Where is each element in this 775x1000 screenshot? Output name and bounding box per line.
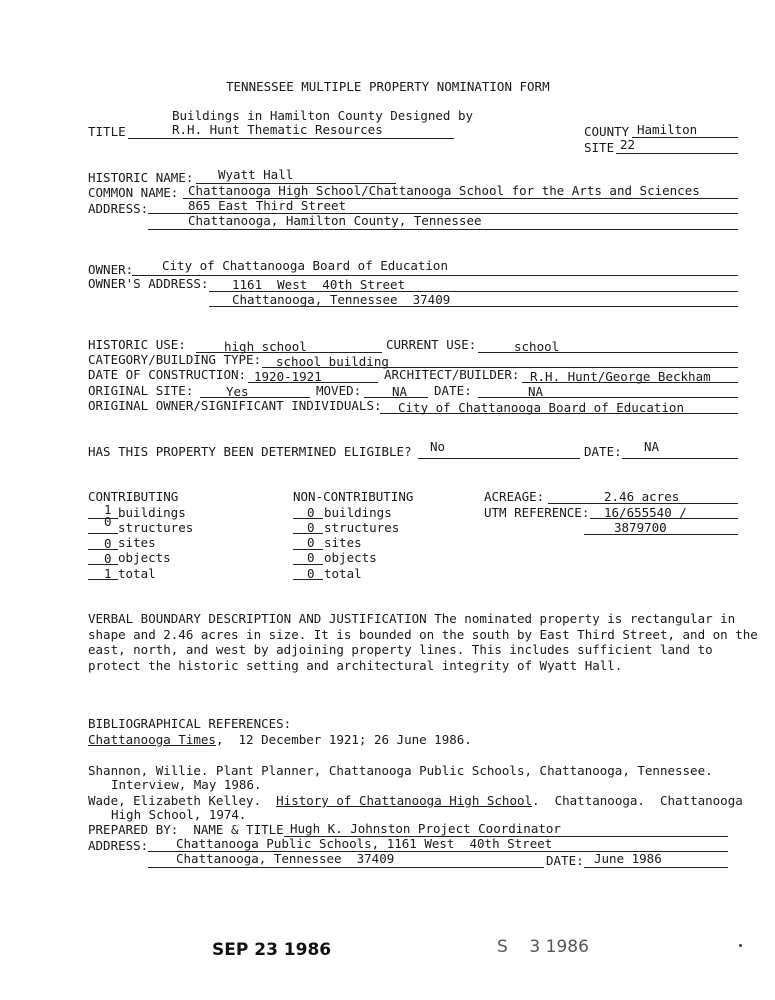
biblio-label: BIBLIOGRAPHICAL REFERENCES: <box>88 716 292 731</box>
reference-3-author: Wade, Elizabeth Kelley. <box>88 793 277 808</box>
common-name-value: Chattanooga High School/Chattanooga School for the Arts and Sciences <box>188 183 700 198</box>
owner-address-label: OWNER'S ADDRESS: <box>88 276 209 291</box>
eligible-value: No <box>430 439 446 454</box>
prepared-address-underline-2 <box>148 867 544 868</box>
owner-label: OWNER: <box>88 262 134 277</box>
non-contributing-type-label: buildings <box>324 505 392 520</box>
reference-1-rest: , 12 December 1921; 26 June 1986. <box>215 732 472 747</box>
reference-3-line-2: High School, 1974. <box>111 807 247 822</box>
contributing-count: 0 <box>104 536 112 551</box>
non-contributing-type-label: objects <box>324 550 377 565</box>
non-contributing-count-underline <box>293 518 323 519</box>
title-line-1: Buildings in Hamilton County Designed by <box>172 108 474 123</box>
historic-use-label: HISTORIC USE: <box>88 337 186 352</box>
non-contributing-count-underline <box>293 533 323 534</box>
reference-3-rest: . Chattanooga. Chattanooga <box>532 793 743 808</box>
form-title: TENNESSEE MULTIPLE PROPERTY NOMINATION FORM <box>226 79 550 94</box>
contributing-type-label: structures <box>118 520 194 535</box>
non-contributing-count-underline <box>293 564 323 565</box>
acreage-underline <box>548 503 738 504</box>
contributing-count-underline <box>88 518 118 519</box>
title-label: TITLE <box>88 124 126 139</box>
non-contributing-count: 0 <box>307 535 315 550</box>
owner-address-line-2: Chattanooga, Tennessee 37409 <box>232 292 451 307</box>
reference-1 <box>88 732 472 747</box>
prepared-address-line-1: Chattanooga Public Schools, 1161 West 40th Street <box>176 836 553 851</box>
date-construction-label: DATE OF CONSTRUCTION: <box>88 367 247 382</box>
reference-2-line-2: Interview, May 1986. <box>111 777 262 792</box>
owner-address-line-1: 1161 West 40th Street <box>232 277 406 292</box>
contributing-count: 1 <box>104 502 112 517</box>
reference-3 <box>88 793 743 808</box>
current-use-underline <box>478 352 738 353</box>
contributing-type-label: objects <box>118 550 171 565</box>
non-contributing-count: 0 <box>307 505 315 520</box>
reference-3-title: History of Chattanooga High School <box>276 793 533 808</box>
contributing-heading: CONTRIBUTING <box>88 489 179 504</box>
prepared-by-value: Hugh K. Johnston Project Coordinator <box>290 821 561 836</box>
moved-value: NA <box>392 384 408 399</box>
eligible-date-value: NA <box>644 439 660 454</box>
original-site-value: Yes <box>226 384 249 399</box>
county-value: Hamilton <box>637 122 698 137</box>
original-owner-underline <box>380 413 738 414</box>
site-label: SITE <box>584 140 615 155</box>
prepared-by-label: PREPARED BY: NAME & TITLE <box>88 822 284 837</box>
moved-date-value: NA <box>528 384 544 399</box>
historic-name-label: HISTORIC NAME: <box>88 170 194 185</box>
reference-2-line-1: Shannon, Willie. Plant Planner, Chattanooga Public Schools, Chattanooga, Tennessee. <box>88 763 713 778</box>
non-contributing-heading: NON-CONTRIBUTING <box>293 489 414 504</box>
eligible-date-underline <box>622 458 738 459</box>
site-value: 22 <box>620 137 636 152</box>
original-owner-value: City of Chattanooga Board of Education <box>398 400 684 415</box>
moved-label: MOVED: <box>316 383 362 398</box>
boundary-paragraph <box>88 611 760 673</box>
contributing-count: 0 <box>104 551 112 566</box>
non-contributing-type-label: total <box>324 566 362 581</box>
moved-date-label: DATE: <box>434 383 472 398</box>
address-label: ADDRESS: <box>88 201 149 216</box>
speck-mark <box>739 944 742 947</box>
address-line-1: 865 East Third Street <box>188 198 347 213</box>
non-contributing-count: 0 <box>307 550 315 565</box>
eligible-label: HAS THIS PROPERTY BEEN DETERMINED ELIGIBLE? <box>88 444 412 459</box>
non-contributing-count: 0 <box>307 566 315 581</box>
date-construction-value: 1920-1921 <box>254 369 322 384</box>
owner-underline <box>132 275 738 276</box>
contributing-count: 0 <box>104 514 112 529</box>
utm-value-1: 16/655540 / <box>604 505 687 520</box>
utm-label: UTM REFERENCE: <box>484 505 590 520</box>
historic-name-value: Wyatt Hall <box>218 167 294 182</box>
historic-use-value: high school <box>224 339 307 354</box>
non-contributing-count: 0 <box>307 520 315 535</box>
utm-underline-1 <box>590 518 738 519</box>
address-underline-2 <box>148 229 738 230</box>
boundary-text: The nominated property is rectangular in shape and 2.46 acres in size. It is bounded on the south by East Third Street, and on the east, north, and west by adjoining property lines. This includes sufficient land to protect the historic setting and architectural integrity of Wyatt Hall. <box>88 611 758 673</box>
received-date-stamp: SEP 23 1986 <box>212 940 332 960</box>
owner-value: City of Chattanooga Board of Education <box>162 258 448 273</box>
site-underline <box>616 153 738 154</box>
acreage-value: 2.46 acres <box>604 489 680 504</box>
title-line-2: R.H. Hunt Thematic Resources <box>172 122 383 137</box>
non-contributing-count-underline <box>293 579 323 580</box>
original-site-label: ORIGINAL SITE: <box>88 383 194 398</box>
contributing-type-label: sites <box>118 535 156 550</box>
prepared-date-value: June 1986 <box>594 851 662 866</box>
address-line-2: Chattanooga, Hamilton County, Tennessee <box>188 213 482 228</box>
current-use-value: school <box>514 339 560 354</box>
eligible-date-label: DATE: <box>584 444 622 459</box>
county-underline <box>632 137 738 138</box>
category-value: school building <box>276 354 389 369</box>
reference-1-title: Chattanooga Times <box>88 732 216 747</box>
county-label: COUNTY <box>584 124 630 139</box>
contributing-type-label: buildings <box>118 505 186 520</box>
contributing-count-underline <box>88 533 118 534</box>
contributing-count-underline <box>88 579 118 580</box>
prepared-date-label: DATE: <box>546 853 584 868</box>
utm-value-2: 3879700 <box>614 520 667 535</box>
current-use-label: CURRENT USE: <box>386 337 477 352</box>
faded-date-stamp: S 3 1986 <box>497 937 589 957</box>
title-underline <box>128 138 454 139</box>
common-name-label: COMMON NAME: <box>88 185 179 200</box>
contributing-count-underline <box>88 549 118 550</box>
non-contributing-type-label: sites <box>324 535 362 550</box>
category-label: CATEGORY/BUILDING TYPE: <box>88 352 262 367</box>
contributing-count-underline <box>88 564 118 565</box>
contributing-type-label: total <box>118 566 156 581</box>
eligible-underline <box>418 458 580 459</box>
architect-value: R.H. Hunt/George Beckham <box>530 369 711 384</box>
prepared-date-underline <box>584 867 728 868</box>
architect-label: ARCHITECT/BUILDER: <box>384 367 520 382</box>
prepared-address-label: ADDRESS: <box>88 838 149 853</box>
acreage-label: ACREAGE: <box>484 489 545 504</box>
owner-address-underline-2 <box>209 306 738 307</box>
utm-underline-2 <box>584 534 738 535</box>
prepared-address-line-2: Chattanooga, Tennessee 37409 <box>176 851 395 866</box>
moved-date-underline <box>478 397 738 398</box>
contributing-count: 1 <box>104 566 112 581</box>
architect-underline <box>522 382 738 383</box>
boundary-label: VERBAL BOUNDARY DESCRIPTION AND JUSTIFICATION <box>88 611 427 626</box>
original-owner-label: ORIGINAL OWNER/SIGNIFICANT INDIVIDUALS: <box>88 398 382 413</box>
non-contributing-type-label: structures <box>324 520 400 535</box>
